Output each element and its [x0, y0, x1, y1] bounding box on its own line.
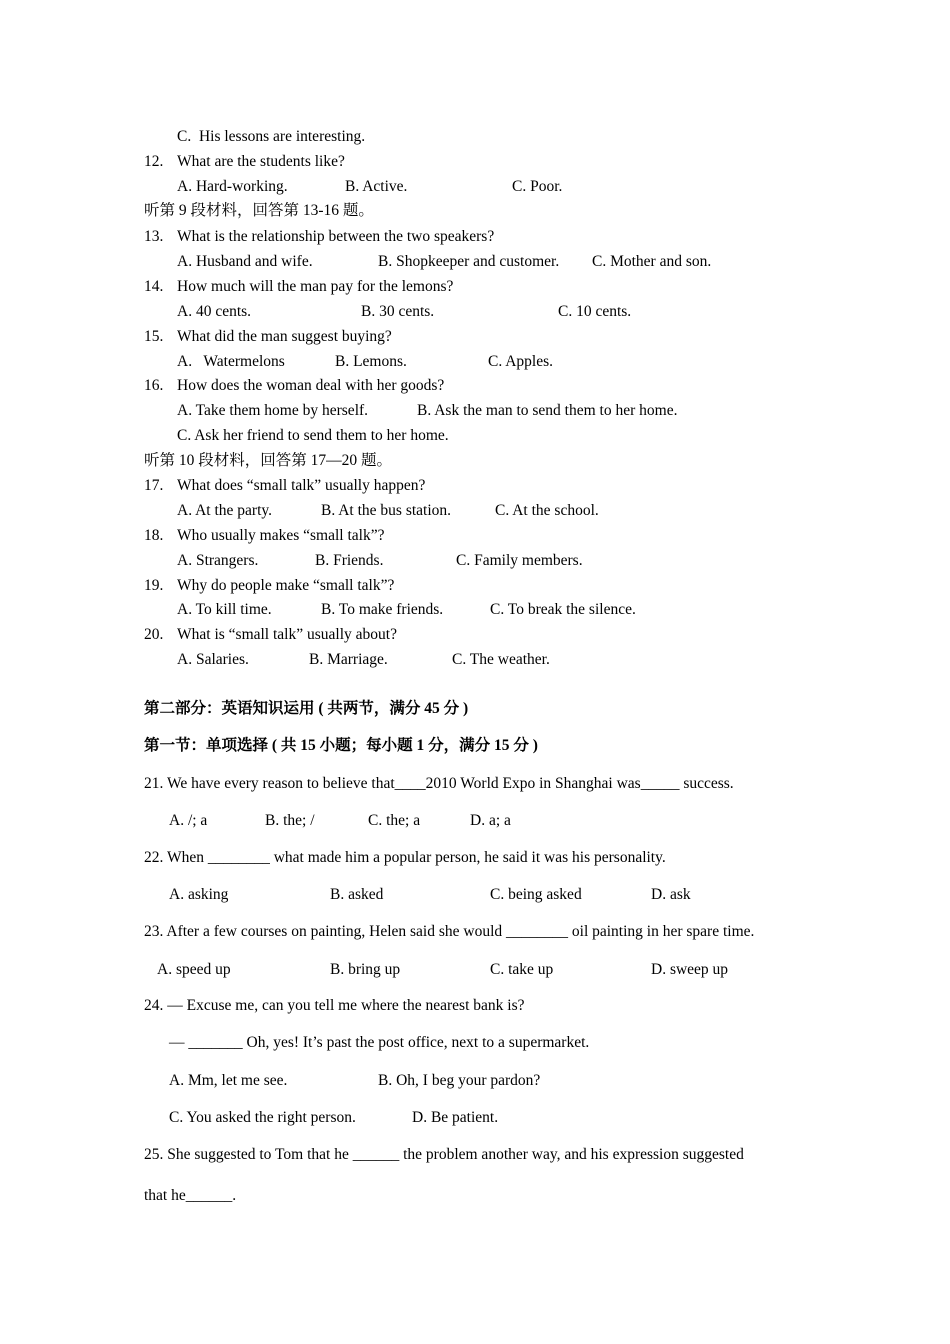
q22-option-c: C. being asked [490, 886, 582, 903]
q16-option-b: B. Ask the man to send them to her home. [417, 402, 678, 419]
q13-option-b: B. Shopkeeper and customer. [378, 253, 560, 270]
q19-option-c: C. To break the silence. [490, 601, 636, 618]
q12-text: What are the students like? [177, 153, 345, 170]
q23-option-a: A. speed up [157, 961, 231, 978]
q23-option-d: D. sweep up [651, 961, 729, 978]
q17-text: What does “small talk” usually happen? [177, 477, 426, 494]
q17-option-a: A. At the party. [177, 502, 272, 519]
q21-option-b: B. the; / [265, 812, 315, 829]
q13-option-a: A. Husband and wife. [177, 253, 313, 270]
q13-text: What is the relationship between the two speakers? [177, 228, 495, 245]
q13-number: 13. [144, 228, 164, 245]
q21-option-a: A. /; a [169, 812, 208, 829]
q18-option-b: B. Friends. [315, 552, 384, 569]
q23-text: 23. After a few courses on painting, Helen said she would ________ oil painting in her spare time. [144, 923, 755, 940]
q15-number: 15. [144, 328, 164, 345]
q20-option-a: A. Salaries. [177, 651, 249, 668]
q12-option-c: C. Poor. [512, 178, 563, 195]
q16-number: 16. [144, 377, 164, 394]
q14-option-a: A. 40 cents. [177, 303, 252, 320]
q22-option-d: D. ask [651, 886, 691, 903]
q19-text: Why do people make “small talk”? [177, 577, 395, 594]
q21-text: 21. We have every reason to believe that____2010 World Expo in Shanghai was_____ success. [144, 775, 734, 792]
q19-option-b: B. To make friends. [321, 601, 444, 618]
q24-option-a: A. Mm, let me see. [169, 1072, 288, 1089]
q24-option-d: D. Be patient. [412, 1109, 499, 1126]
q12-number: 12. [144, 153, 164, 170]
q15-option-a: A. Watermelons [177, 353, 285, 370]
q22-text: 22. When ________ what made him a popular person, he said it was his personality. [144, 849, 666, 866]
q14-option-c: C. 10 cents. [558, 303, 632, 320]
part2-subheading: 第一节：单项选择 ( 共 15 小题；每小题 1 分，满分 15 分 ) [144, 737, 538, 754]
q20-option-c: C. The weather. [452, 651, 550, 668]
q21-option-c: C. the; a [368, 812, 421, 829]
section-9-instruction: 听第 9 段材料，回答第 13-16 题。 [144, 202, 374, 219]
section-10-instruction: 听第 10 段材料，回答第 17—20 题。 [144, 452, 393, 469]
q19-number: 19. [144, 577, 164, 594]
q15-text: What did the man suggest buying? [177, 328, 392, 345]
q16-option-a: A. Take them home by herself. [177, 402, 369, 419]
q24-option-c: C. You asked the right person. [169, 1109, 356, 1126]
q12-option-b: B. Active. [345, 178, 408, 195]
q14-option-b: B. 30 cents. [361, 303, 435, 320]
q15-option-b: B. Lemons. [335, 353, 407, 370]
q14-text: How much will the man pay for the lemons? [177, 278, 454, 295]
q20-text: What is “small talk” usually about? [177, 626, 397, 643]
q23-option-c: C. take up [490, 961, 554, 978]
q17-number: 17. [144, 477, 164, 494]
q24-option-b: B. Oh, I beg your pardon? [378, 1072, 541, 1089]
part2-heading: 第二部分：英语知识运用 ( 共两节，满分 45 分 ) [144, 700, 469, 717]
q12-option-a: A. Hard-working. [177, 178, 288, 195]
q18-option-a: A. Strangers. [177, 552, 259, 569]
q15-option-c: C. Apples. [488, 353, 554, 370]
q25-text-continued: that he______. [144, 1187, 237, 1204]
q24-text: 24. — Excuse me, can you tell me where the nearest bank is? [144, 997, 525, 1014]
q20-option-b: B. Marriage. [309, 651, 388, 668]
q18-number: 18. [144, 527, 164, 544]
q23-option-b: B. bring up [330, 961, 401, 978]
q19-option-a: A. To kill time. [177, 601, 272, 618]
q14-number: 14. [144, 278, 164, 295]
q18-text: Who usually makes “small talk”? [177, 527, 385, 544]
q22-option-b: B. asked [330, 886, 384, 903]
q21-option-d: D. a; a [470, 812, 511, 829]
q11-option-c: C. His lessons are interesting. [177, 128, 366, 145]
q22-option-a: A. asking [169, 886, 229, 903]
q16-text: How does the woman deal with her goods? [177, 377, 445, 394]
q24-reply: — _______ Oh, yes! It’s past the post office, next to a supermarket. [169, 1034, 590, 1051]
q20-number: 20. [144, 626, 164, 643]
q25-text: 25. She suggested to Tom that he ______ the problem another way, and his expression suggested [144, 1146, 744, 1163]
q18-option-c: C. Family members. [456, 552, 583, 569]
q13-option-c: C. Mother and son. [592, 253, 712, 270]
q16-option-c: C. Ask her friend to send them to her home. [177, 427, 449, 444]
q17-option-c: C. At the school. [495, 502, 599, 519]
q17-option-b: B. At the bus station. [321, 502, 452, 519]
